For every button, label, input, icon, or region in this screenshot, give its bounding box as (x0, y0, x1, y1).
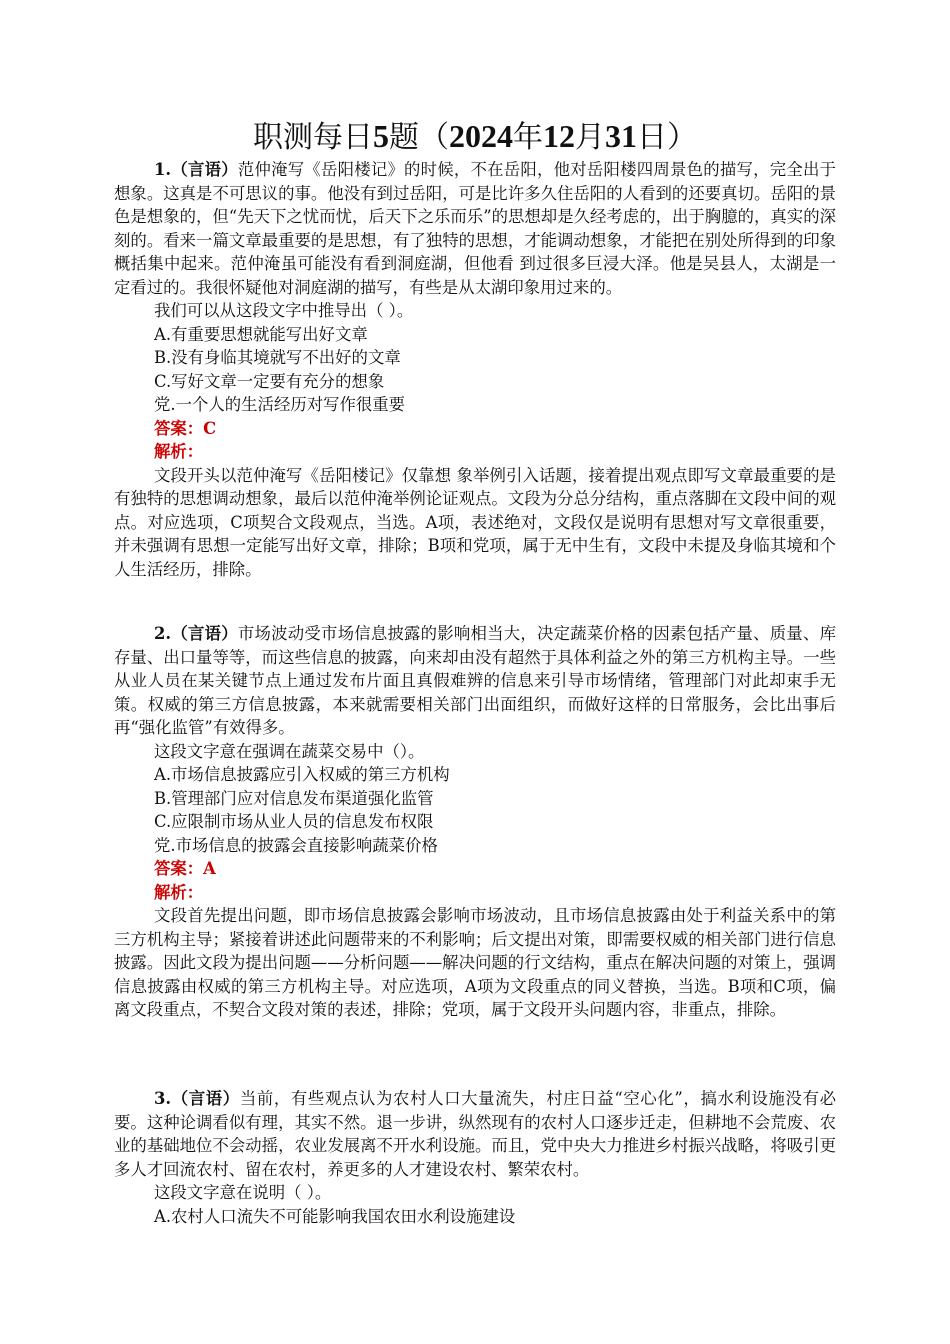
question-number: 3.（言语） (154, 1089, 240, 1108)
question-stem: 1.（言语）范仲淹写《岳阳楼记》的时候，不在岳阳，他对岳阳楼四周景色的描写，完全出于想象。这真是不可思议的事。他没有到过岳阳，可是比许多久住岳阳的人看到的还要真切。岳阳的景色是想象的，但“先天下之忧而忧，后天下之乐而乐”的思想却是久经考虑的，出于胸臆的，真实的深刻的。看来一篇文章最重要的是思想，有了独特的思想，才能调动想象，才能把在别处所得到的印象概括集中起来。范仲淹虽可能没有看到洞庭湖，但他看 到过很多巨浸大泽。他是吴县人，太湖是一定看过的。我很怀疑他对洞庭湖的描写，有些是从太湖印象用过来的。 (114, 160, 836, 297)
question-prompt: 这段文字意在强调在蔬菜交易中（）。 (154, 741, 425, 761)
question-1 (114, 158, 836, 581)
option-a: A.有重要思想就能写出好文章 (154, 324, 368, 344)
analysis-label: 解析： (154, 442, 204, 461)
question-prompt: 我们可以从这段文字中推导出（ ）。 (154, 301, 414, 320)
option-b: B.没有身临其境就写不出好的文章 (154, 348, 401, 367)
question-stem: 3.（言语）当前，有些观点认为农村人口大量流失，村庄日益“空心化”，搞水利设施没有必要。这种论调看似有理，其实不然。退一步讲，纵然现有的农村人口逐步迁走，但耕地不会荒废、农业的基础地位不会动摇，农业发展离不开水利设施。而且，党中央大力推进乡村振兴战略，将吸引更多人才回流农村、留在农村，养更多的人才建设农村、繁荣农村。 (114, 1089, 836, 1179)
option-a: A.市场信息披露应引入权威的第三方机构 (154, 765, 450, 784)
option-b: B.管理部门应对信息发布渠道强化监管 (154, 788, 434, 808)
answer-label: 答案：A (154, 859, 216, 878)
page-title: 职测每日5题（2024年12月31日） (253, 118, 697, 155)
question-number: 2.（言语） (154, 624, 238, 643)
question-2 (114, 622, 836, 1022)
question-3 (114, 1087, 836, 1228)
question-stem: 2.（言语）市场波动受市场信息披露的影响相当大，决定蔬菜价格的因素包括产量、质量、库存量、出口量等等，而这些信息的披露，向来却由没有超然于具体利益之外的第三方机构主导。一些从业人员在某关键节点上通过发布片面且真假难辨的信息来引导市场情绪，管理部门对此却束手无策。权威的第三方信息披露，本来就需要相关部门出面组织，而做好这样的日常服务，会比出事后再“强化监管”有效得多。 (114, 624, 836, 737)
question-prompt: 这段文字意在说明（ ）。 (154, 1183, 332, 1202)
option-d: 党.一个人的生活经历对写作很重要 (154, 395, 406, 414)
option-a: A.农村人口流失不可能影响我国农田水利设施建设 (154, 1206, 516, 1226)
analysis-label: 解析： (154, 882, 204, 902)
option-d: 党.市场信息的披露会直接影响蔬菜价格 (154, 835, 438, 855)
analysis-text: 文段开头以范仲淹写《岳阳楼记》仅靠想 象举例引入话题，接着提出观点即写文章最重要的是有独特的思想调动想象，最后以范仲淹举例论证观点。文段为分总分结构，重点落脚在文段中间的观点。对应选项，C项契合文段观点，当选。A项，表述绝对，文段仅是说明有思想对写文章很重要，并未强调有思想一定能写出好文章，排除；B项和党项，属于无中生有，文段中未提及身临其境和个人生活经历，排除。 (114, 465, 836, 579)
option-c: C.应限制市场从业人员的信息发布权限 (154, 812, 434, 831)
question-number: 1.（言语） (154, 160, 238, 179)
analysis-text: 文段首先提出问题，即市场信息披露会影响市场波动，且市场信息披露由处于利益关系中的第三方机构主导；紧接着讲述此问题带来的不利影响；后文提出对策，即需要权威的相关部门进行信息披露。因此文段为提出问题——分析问题——解决问题的行文结构，重点在解决问题的对策上，强调信息披露由权威的第三方机构主导。对应选项，A项为文段重点的同义替换，当选。B项和C项，偏离文段重点，不契合文段对策的表述，排除；党项，属于文段开头问题内容，非重点，排除。 (114, 906, 836, 1019)
answer-label: 答案：C (154, 418, 217, 438)
option-c: C.写好文章一定要有充分的想象 (154, 371, 385, 391)
